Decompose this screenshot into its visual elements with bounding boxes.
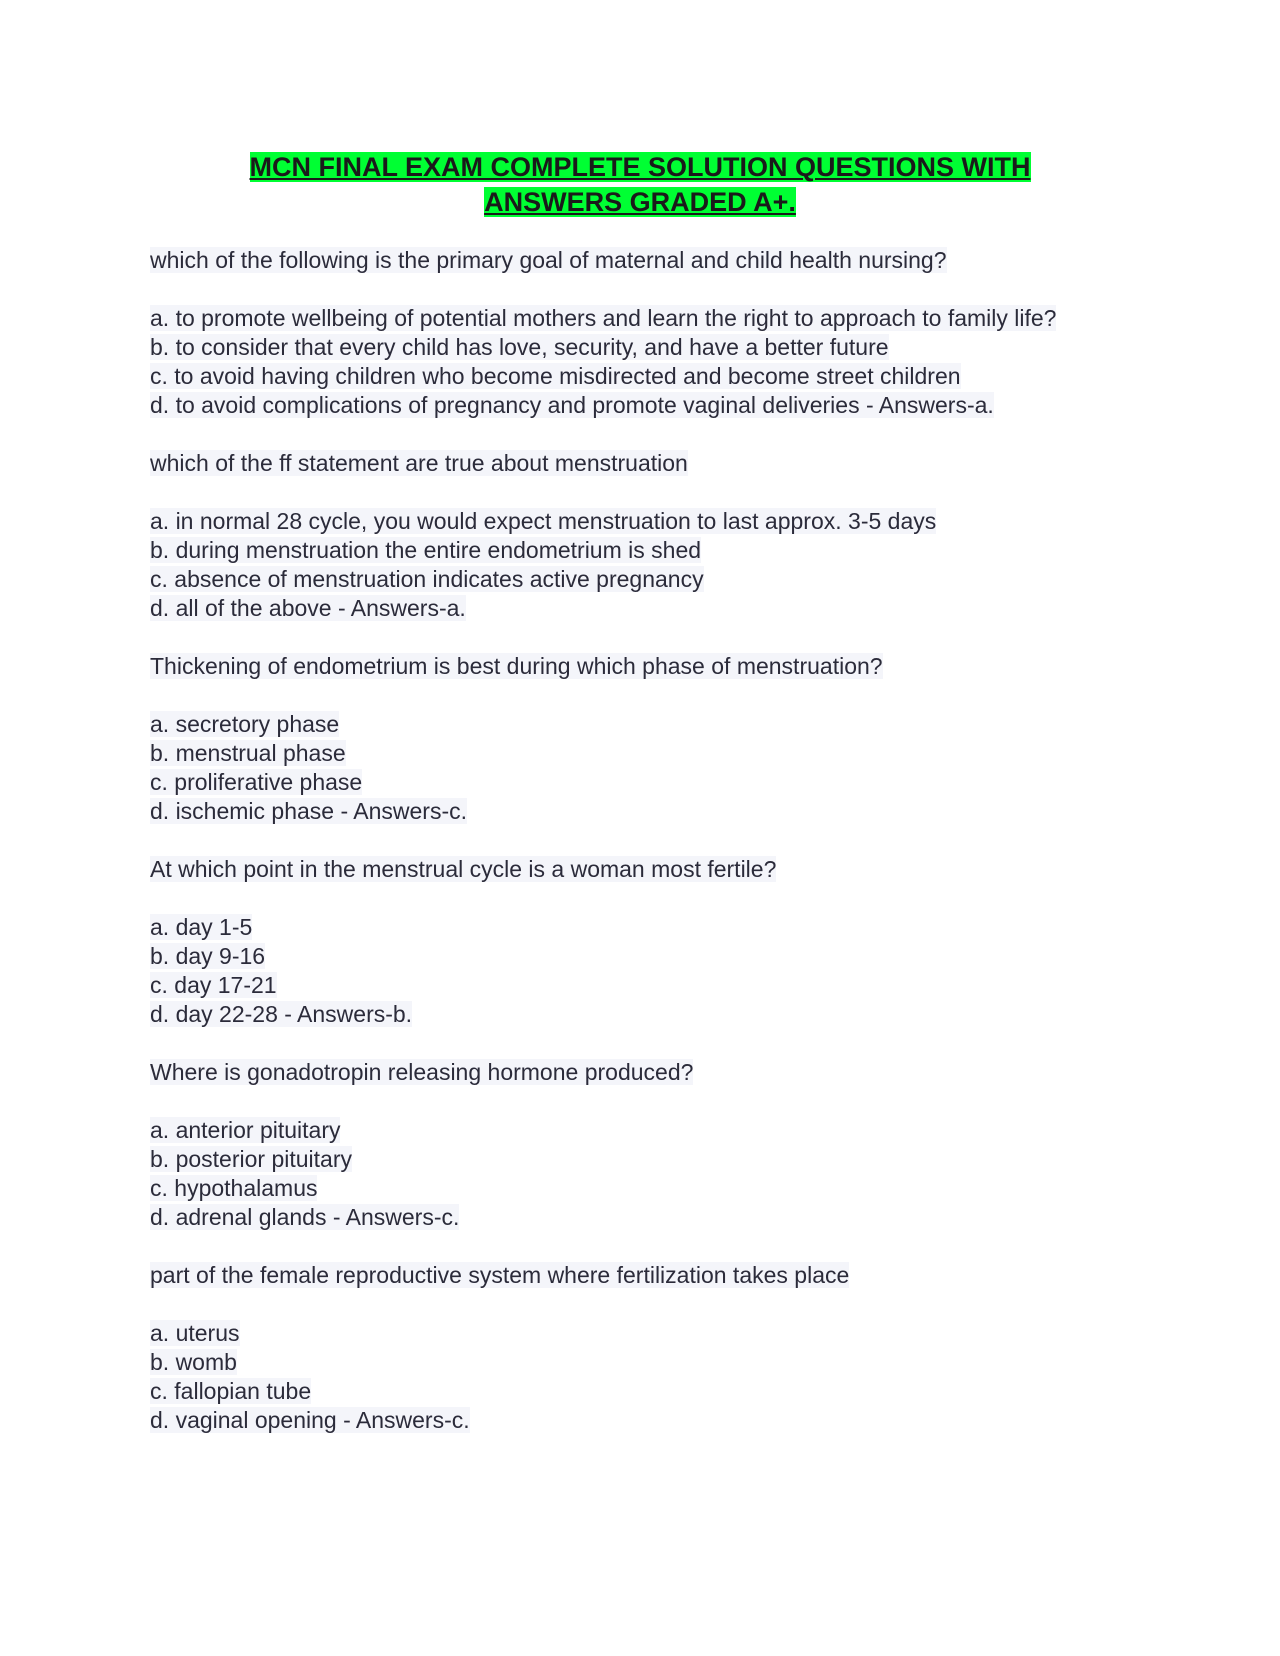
option-d: d. all of the above - Answers-a.: [150, 595, 466, 621]
option-a: a. anterior pituitary: [150, 1117, 341, 1143]
question-stem: which of the following is the primary goal of maternal and child health nursing?: [150, 247, 947, 273]
option-a: a. day 1-5: [150, 914, 253, 940]
option-a: a. secretory phase: [150, 711, 340, 737]
option-b: b. womb: [150, 1349, 237, 1375]
question-3: [150, 652, 1130, 855]
option-c: c. day 17-21: [150, 972, 277, 998]
question-stem: which of the ff statement are true about menstruation: [150, 450, 688, 476]
question-2: [150, 449, 1130, 652]
question-1: [150, 246, 1130, 449]
option-d: d. day 22-28 - Answers-b.: [150, 1001, 413, 1027]
option-b: b. during menstruation the entire endometrium is shed: [150, 537, 702, 563]
document-page: [150, 150, 1130, 1435]
question-stem: Where is gonadotropin releasing hormone produced?: [150, 1059, 694, 1085]
title-line-1: MCN FINAL EXAM COMPLETE SOLUTION QUESTIONS WITH: [249, 152, 1031, 182]
option-d: d. adrenal glands - Answers-c.: [150, 1204, 460, 1230]
option-c: c. proliferative phase: [150, 769, 363, 795]
option-a: a. uterus: [150, 1320, 240, 1346]
option-d: d. vaginal opening - Answers-c.: [150, 1407, 470, 1433]
option-d: d. to avoid complications of pregnancy and promote vaginal deliveries - Answers-a.: [150, 392, 994, 418]
option-c: c. hypothalamus: [150, 1175, 318, 1201]
option-b: b. day 9-16: [150, 943, 266, 969]
option-a: a. in normal 28 cycle, you would expect menstruation to last approx. 3-5 days: [150, 508, 937, 534]
question-4: [150, 855, 1130, 1058]
question-stem: Thickening of endometrium is best during which phase of menstruation?: [150, 653, 883, 679]
document-title: [150, 150, 1130, 220]
question-5: [150, 1058, 1130, 1261]
title-line-2: ANSWERS GRADED A+.: [484, 187, 796, 217]
option-a: a. to promote wellbeing of potential mothers and learn the right to approach to family life?: [150, 305, 1057, 331]
option-c: c. fallopian tube: [150, 1378, 312, 1404]
option-c: c. absence of menstruation indicates active pregnancy: [150, 566, 704, 592]
question-stem: part of the female reproductive system where fertilization takes place: [150, 1262, 850, 1288]
question-6: [150, 1261, 1130, 1435]
question-stem: At which point in the menstrual cycle is a woman most fertile?: [150, 856, 777, 882]
option-d: d. ischemic phase - Answers-c.: [150, 798, 468, 824]
option-b: b. menstrual phase: [150, 740, 346, 766]
option-c: c. to avoid having children who become misdirected and become street children: [150, 363, 961, 389]
option-b: b. posterior pituitary: [150, 1146, 352, 1172]
option-b: b. to consider that every child has love, security, and have a better future: [150, 334, 889, 360]
